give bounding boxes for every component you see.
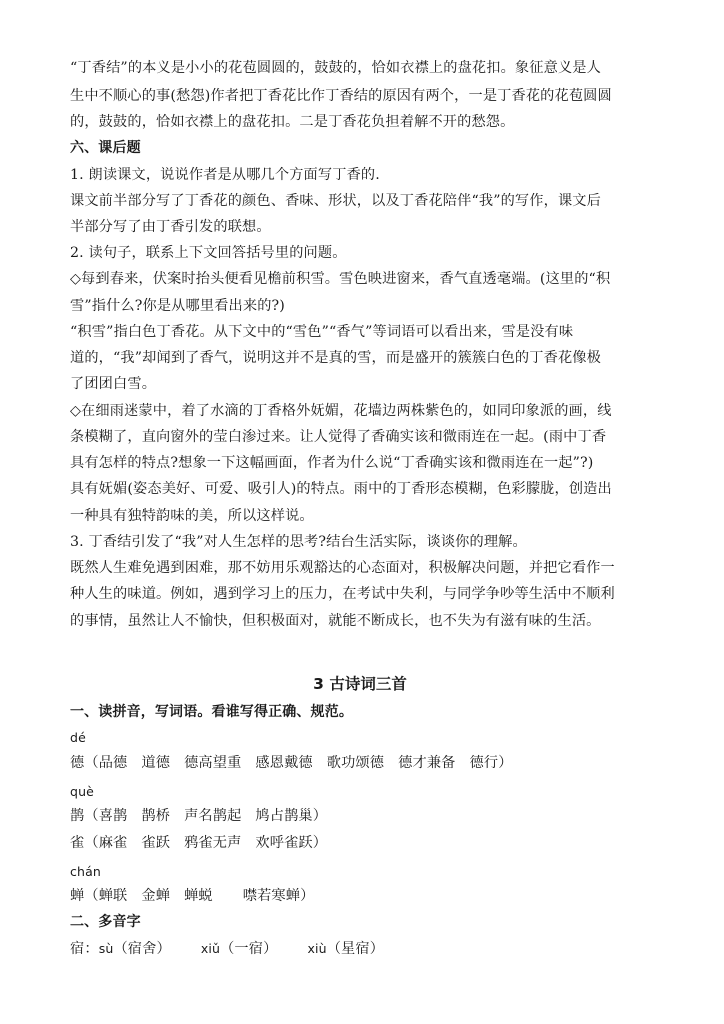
word-row-chan: 蝉（蝉联 金蝉 蝉蜕 噤若寒蝉） <box>70 888 315 904</box>
answer-line: 半部分写了由丁香引发的联想。 <box>70 219 271 235</box>
row-char: 鹊 <box>70 808 85 824</box>
word-row-de: 德（品德 道德 德高望重 感恩戴德 歌功颂德 德才兼备 德行） <box>70 755 513 771</box>
paragraph-line: “丁香结”的本义是小小的花苞圆圆的，鼓鼓的，恰如衣襟上的盘花扣。象征意义是人 <box>70 60 601 76</box>
question-line: ◇每到春来，伏案时抬头便看见檐前积雪。雪色映进窗来，香气直透毫端。(这里的“积 <box>70 271 611 287</box>
question-1: 1. 朗读课文，说说作者是从哪几个方面写丁香的. <box>70 167 380 183</box>
word-row-que2: 雀（麻雀 雀跃 鸦雀无声 欢呼雀跃） <box>70 835 328 851</box>
answer-line: 了团团白雪。 <box>70 376 157 392</box>
section-heading: 二、多音字 <box>70 914 141 930</box>
question-line: 具有怎样的特点?想象一下这幅画面，作者为什么说“丁香确实该和微雨连在一起”?) <box>70 455 594 471</box>
question-2: 2. 读句子，联系上下文回答括号里的问题。 <box>70 245 347 261</box>
pinyin-label: què <box>70 784 94 799</box>
section-heading: 一、读拼音，写词语。看谁写得正确、规范。 <box>70 704 353 720</box>
pinyin-label: chán <box>70 864 101 879</box>
answer-line: 种人生的味道。例如，遇到学习上的压力，在考试中失利，与同学争吵等生活中不顺利 <box>70 586 615 602</box>
paragraph-line: 生中不顺心的事(愁怨)作者把丁香花比作丁香结的原因有两个，一是丁香花的花苞圆圆 <box>70 88 612 104</box>
row-char: 德 <box>70 755 85 771</box>
row-char: 蝉 <box>70 888 85 904</box>
answer-line: “积雪”指白色丁香花。从下文中的“雪色”“香气”等词语可以看出来，雪是没有味 <box>70 324 574 340</box>
answer-line: 具有妩媚(姿态美好、可爱、吸引人)的特点。雨中的丁香形态模糊，色彩朦胧，创造出 <box>70 481 612 497</box>
question-line: 雪”指什么?你是从哪里看出来的?) <box>70 298 285 314</box>
polyphone-row: 宿：sù（宿舍） xiǔ（一宿） xiù（星宿） <box>70 941 385 957</box>
question-line: 条模糊了，直向窗外的莹白渗过来。让人觉得了香确实该和微雨连在一起。(雨中丁香 <box>70 429 607 445</box>
answer-line: 既然人生难免遇到困难，那不妨用乐观豁达的心态面对，积极解决问题，并把它看作一 <box>70 560 615 576</box>
row-char: 雀 <box>70 835 85 851</box>
lesson-title: 3 古诗词三首 <box>313 675 407 693</box>
question-line: ◇在细雨迷蒙中，着了水滴的丁香格外妩媚，花墙边两株紫色的，如同印象派的画，线 <box>70 403 612 419</box>
answer-line: 课文前半部分写了丁香花的颜色、香味、形状，以及丁香花陪伴“我”的写作，课文后 <box>70 193 601 209</box>
word-row-que: 鹊（喜鹊 鹊桥 声名鹊起 鸠占鹊巢） <box>70 808 328 824</box>
question-3: 3. 丁香结引发了“我”对人生怎样的思考?结台生活实际，谈谈你的理解。 <box>70 534 527 550</box>
answer-line: 道的，“我”却闻到了香气，说明这并不是真的雪，而是盛开的簇簇白色的丁香花像极 <box>70 350 601 366</box>
answer-line: 的事情，虽然让人不愉快，但积极面对，就能不断成长，也不失为有滋有味的生活。 <box>70 613 601 629</box>
pinyin-label: dé <box>70 730 86 745</box>
answer-line: 一种具有独特韵味的美，所以这样说。 <box>70 508 314 524</box>
section-heading: 六、课后题 <box>70 140 141 156</box>
paragraph-line: 的，鼓鼓的，恰如衣襟上的盘花扣。二是丁香花负担着解不开的愁怨。 <box>70 114 515 130</box>
